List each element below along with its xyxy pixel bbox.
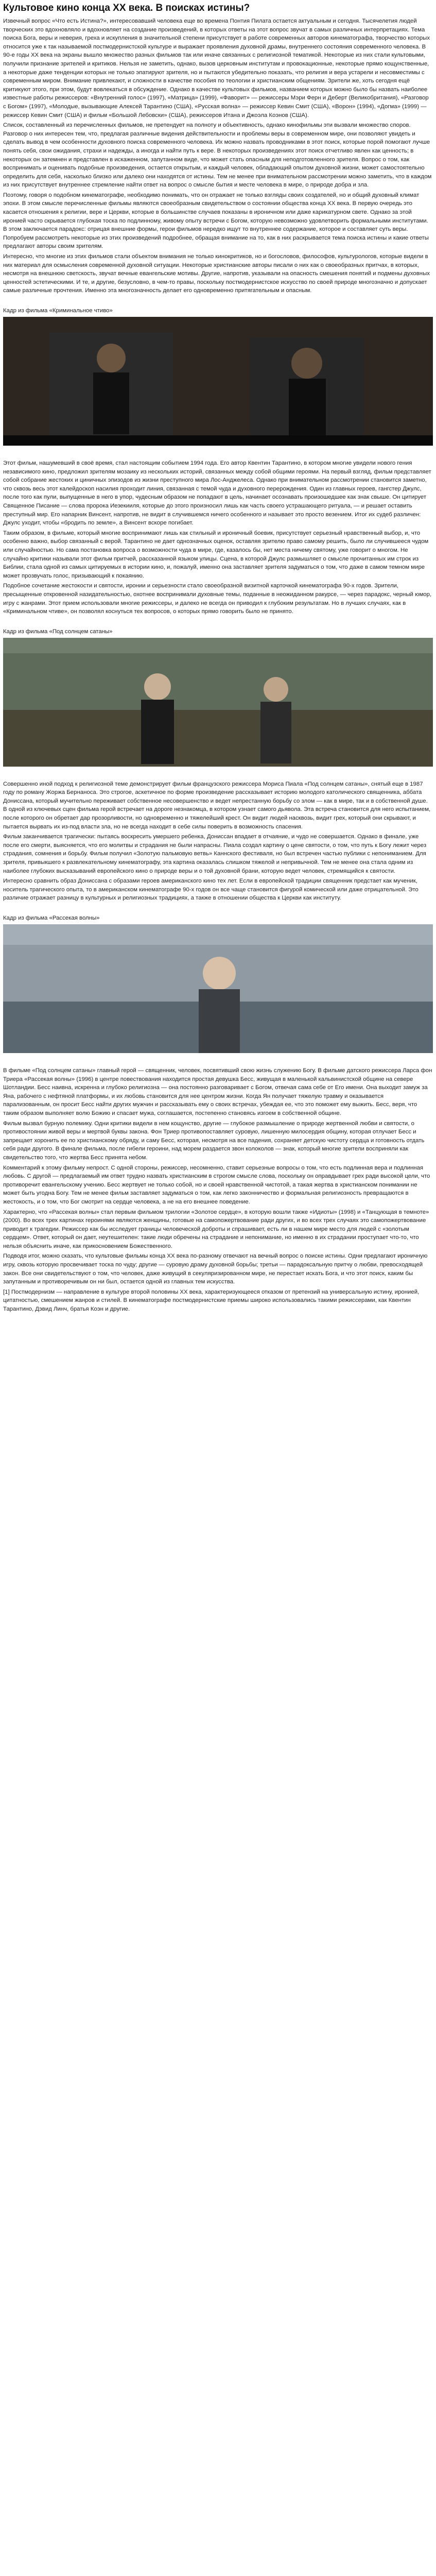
article-title: Культовое кино конца XX века. В поисках истины? (3, 3, 250, 13)
paragraph: Интересно, что многие из этих фильмов стали объектом внимания не только кинокритиков, но и богословов, философов, культурологов, которые видели в них материал для осмысления современной духовной ситуации. Некоторые христианские авторы писали о них как о своеобразных притчах, в которых, несмотря на внешнюю светскость, звучат вечные евангельские мотивы. Другие, напротив, указывали на опасность смешения понятий и подмены духовных ценностей эстетическими. И те, и другие, безусловно, в чем-то правы, поскольку постмодернистское искусство по своей природе многозначно и допускает самые различные прочтения. Именно эта многозначность делает его одновременно притягательным и опасным. (3, 253, 430, 294)
paragraph: Подводя итог, можно сказать, что культовые фильмы конца XX века по-разному отвечают на вечный вопрос о поиске истины. Одни предлагают ироничную игру, сквозь которую просвечивает тоска по чуду; другие — суровую драму духовной борьбы; третьи — парадоксальную притчу о любви, превосходящей закон. Все они свидетельствуют о том, что человек, даже живущий в секуляризированном мире, не перестает искать Бога, и что этот поиск, каким бы запутанным и противоречивым он ни был, остается одной из главных тем искусства. (3, 1253, 428, 1285)
paragraph: В фильме «Под солнцем сатаны» главный герой — священник, человек, посвятивший свою жизнь служению Богу. В фильме датского режиссера Ларса фон Триера «Рассекая волны» (1996) в центре повествования находится простая девушка Бесс, живущая в маленькой кальвинистской общине на севере Шотландии. Бесс наивна, искренна и глубоко религиозна — она постоянно разговаривает с Богом, отвечая сама себе от Его имени. Она выходит замуж за Яна, рабочего с нефтяной платформы, и их любовь становится для нее центром жизни. Когда Ян получает тяжелую травму и оказывается парализованным, он просит Бесс найти других мужчин и рассказывать ему о своих встречах, убеждая ее, что это поможет ему выжить. Бесс, веря, что таким образом выполняет волю Божию и спасает мужа, соглашается, постепенно становясь изгоем в собственной общине. (3, 1067, 432, 1116)
film-still-1 (3, 317, 433, 446)
section (3, 780, 433, 903)
paragraph: Список, составленный из перечисленных фильмов, не претендует на полноту и объективность, однако кинофильмы эти вызвали множество споров. Разговор о них интересен тем, что, предлагая различные видения действительности и проблемы веры в современном мире, они позволяют увидеть и сделать вывод в чем особенности духовного поиска современного человека. Их можно назвать проводниками в этот поиск, которые порой помогают лучше понять себя, свои ожидания, страхи и надежды, а иногда и найти путь к вере. В некоторых произведениях этот поиск отчетливо явлен как ценность; в некоторых он затемнен и представлен в искаженном, запутанном виде, что может стать опасным для неподготовленного зрителя. Вопрос о том, как воспринимать и оценивать подобные произведения, остается открытым, и каждый человек, обладающий опытом духовной жизни, может самостоятельно определить для себя, насколько близко или далеко они находятся от истины. Тем не менее при внимательном рассмотрении можно заметить, что в каждом из них присутствует внутреннее стремление найти ответ на вопрос о смысле бытия и месте человека в мире, о природе добра и зла. (3, 122, 432, 189)
intro-section (3, 191, 433, 295)
paragraph: Характерно, что «Рассекая волны» стал первым фильмом трилогии «Золотое сердце», в которую вошли также «Идиоты» (1998) и «Танцующая в темноте» (2000). Во всех трех картинах героинями являются женщины, готовые на самопожертвование ради других, и во всех трех случаях это самопожертвование приводит к трагедии. Режиссер как бы исследует границы человеческой доброты и спрашивает, есть ли в нашем мире место для людей с «золотым сердцем». Ответ, который он дает, неутешителен: такие люди обречены на страдание и непонимание, но именно в их страдании проступает что-то, что нельзя объяснить иначе, как прикосновением Божественного. (3, 1209, 429, 1249)
paragraph: Этот фильм, нашумевший в своё время, стал настоящим событием 1994 года. Его автор Квентин Тарантино, в котором многие увидели нового гения независимого кино, предложил зрителям мозаику из нескольких историй, связанных между собой общими героями. На первый взгляд, фильм представляет собой собрание жестоких и циничных эпизодов из жизни преступного мира Лос-Анджелеса. Однако при внимательном рассмотрении становится заметно, что сквозь весь этот калейдоскоп насилия проходит линия, связанная с темой чуда и духовного перерождения. Один из главных героев, гангстер Джулс, после того как пули, выпущенные в него в упор, чудесным образом не попадают в цель, начинает осознавать произошедшее как знак свыше. Он цитирует Священное Писание — слова пророка Иезекииля, которые до этого произносил лишь как часть своего устрашающего ритуала, — и решает оставить преступный мир. Его напарник Винсент, напротив, не видит в случившемся ничего особенного и называет это просто везением. Итог их судеб различен: Джулс уходит, чтобы «бродить по земле», а Винсент вскоре погибает. (3, 460, 431, 527)
paragraph: Поэтому, говоря о подобном кинематографе, необходимо понимать, что он отражает не только взгляды своих создателей, но и общий духовный климат эпохи. В этом смысле перечисленные фильмы являются своеобразным свидетельством о состоянии общества конца XX века. В первую очередь это касается отношения к религии, вере и Церкви, которые в большинстве случаев показаны в ироничном или даже карикатурном свете. Однако за этой иронией часто скрывается глубокая тоска по подлинному, живому опыту встречи с Богом, которую невозможно удовлетворить формальными институтами. В этом заключается парадокс: отрицая внешние формы, герои фильмов нередко ищут то внутреннее содержание, которое и составляет суть веры. Попробуем рассмотреть некоторые из этих произведений подробнее, обращая внимание на то, как в них раскрывается тема поиска истины и какие ответы предлагают авторы своим зрителям. (3, 192, 429, 250)
section (3, 1066, 433, 1314)
intro-section (3, 17, 433, 120)
film-still-3 (3, 924, 433, 1053)
figure-caption: Кадр из фильма «Под солнцем сатаны» (3, 628, 113, 635)
section (3, 459, 433, 616)
film-still-image (3, 317, 433, 446)
film-still-2 (3, 638, 433, 767)
paragraph: Подобное сочетание жестокости и святости, иронии и серьезности стало своеобразной визитной карточкой кинематографа 90-х годов. Зрители, пресыщенные откровенной назидательностью, охотнее воспринимали духовные темы, поданные в неожиданном ракурсе, — через парадокс, черный юмор, игру с жанрами. Этот прием использовали многие режиссеры, и далеко не всегда он приводил к глубоким результатам. Но в лучших случаях, как в «Криминальном чтиве», он позволял коснуться тех вопросов, о которых прямо говорить было не принято. (3, 583, 432, 615)
figure-caption: Кадр из фильма «Рассекая волны» (3, 915, 100, 921)
paragraph: Таким образом, в фильме, который многие воспринимают лишь как стильный и ироничный боевик, присутствует серьезный нравственный выбор, и, что особенно важно, выбор связанный с верой. Тарантино не дает однозначных оценок, оставляя зрителю право самому решить, было ли случившееся чудом или случайностью. Но сама постановка вопроса о возможности чуда в мире, где, казалось бы, нет места ничему святому, уже говорит о многом. Не случайно критики называли этот фильм притчей, рассказанной языком улицы. Сцена, в которой Джулс размышляет о смысле прочитанных им строк из Библии, стала одной из самых цитируемых в истории кино, и, пожалуй, именно она заставляет зрителя задуматься о том, что даже в самом темном мире может прозвучать голос, призывающий к покаянию. (3, 530, 429, 579)
paragraph: Фильм вызвал бурную полемику. Одни критики видели в нем кощунство, другие — глубокое размышление о природе жертвенной любви и святости, о противостоянии живой веры и мертвой буквы закона. Фон Триер противопоставляет суровую, лишенную милосердия общину, которая отлучает Бесс и запрещает хоронить ее по христианскому обряду, и саму Бесс, которая, несмотря на все падения, сохраняет детскую чистоту сердца и готовность отдать себя ради другого. В финале фильма, после гибели героини, над морем раздается звон колоколов — знак, который многие зрители восприняли как свидетельство того, что жертва Бесс принята небом. (3, 1120, 425, 1161)
figure-caption: Кадр из фильма «Криминальное чтиво» (3, 308, 113, 314)
paragraph: Фильм заканчивается трагически: пытаясь воскресить умершего ребенка, Дониссан впадает в отчаяние, и чудо не совершается. Однако в финале, уже после его смерти, выясняется, что его молитвы и страдания не были напрасны. Пиала создал картину о цене святости, о том, что путь к Богу лежит через страдания, сомнения и борьбу. Фильм получил «Золотую пальмовую ветвь» Каннского фестиваля, но был встречен частью публики с непониманием. Для зрителя, привыкшего к развлекательному кинематографу, эта картина оказалась слишком тяжелой и непривычной. Тем не менее она стала одним из наиболее глубоких высказываний европейского кино о природе веры и о той духовной брани, которую ведет человек, стремящийся к святости. (3, 834, 427, 874)
footnote: [1] Постмодернизм — направление в культуре второй половины XX века, характеризующееся отказом от претензий на универсальную истину, иронией, цитатностью, смешением жанров и стилей. В кинематографе постмодернистские приемы широко использовались такими режиссерами, как Квентин Тарантино, Дэвид Линч, братья Коэн и другие. (3, 1289, 420, 1313)
paragraph: Комментарий к этому фильму непрост. С одной стороны, режиссер, несомненно, ставит серьезные вопросы о том, что есть подлинная вера и подлинная любовь. С другой — предлагаемый им ответ трудно назвать христианским в строгом смысле слова, поскольку он оправдывает грех ради высокой цели, что противоречит евангельскому учению. Бесс жертвует не только собой, но и своей нравственной чистотой, а такая жертва в христианском понимании не может быть угодна Богу. Тем не менее фильм заставляет задуматься о том, как легко законничество и формальная религиозность превращаются в жестокость, и о том, что Бог смотрит на сердце человека, а не на его внешнее поведение. (3, 1164, 430, 1205)
paragraph: Интересно сравнить образ Дониссана с образами героев американского кино тех лет. Если в европейской традиции священник предстает как мученик, носитель трагического опыта, то в американском кинематографе 90-х годов он все чаще становится фигурой комической или даже отрицательной. Это различие отражает разницу в культурных и религиозных традициях, а также в отношении общества к Церкви как институту. (3, 878, 418, 902)
paragraph: Извечный вопрос «Что есть Истина?», интересовавший человека еще во времена Понтия Пилата остается актуальным и сегодня. Тысячелетия людей творческих это вдохновляло и вдохновляет на создание произведений, в которых ответы на этот вопрос звучат в самых различных интерпретациях. Тема поиска Бога, веры и неверия, греха и искупления в значительной степени присутствует в работе современных авторов кинематографа, творчество которых относится уже к так называемой постмодернистской культуре и выражает проявления духовной драмы, внутреннего состояния современного человека. В 90-е годы XX века на экраны вышло множество разных фильмов так или иначе связанных с религиозной тематикой. Некоторые из них стали культовыми, получили признание зрителей и критиков. Нельзя не заметить, однако, вызов церковным институтам и провокационные, некоторые прямо кощунственные, а некоторые даже тенденции которых не только эпатируют зрителя, но и пытаются убедительно показать, что религия и вера устарели и несовместимы с современным миром. Внимание привлекают, и сложности в качестве пособия по теологии и христианским общениям. Зрители же, хоть сегодня ещё критикуют этого, при этом, будут вовлекаться в обсуждение. Однако в качестве культовых фильмов, названием которых можно было бы назвать наиболее известные работы режиссеров: «Внутренний голос» (1997), «Матрица» (1999), «Фаворит» — режиссеры Мэри Ферн и Деберт (Великобритания), «Разговор с Богом» (1997), «Молодые, вызывающие Алексей Тарантино (США), «Русская волна» — режиссер Кевин Смит (США), «Ворон» (1994), «Догма» (1999) — режиссер Кевин Смит (США) и фильм «Большой Лебовски» (США), режиссеров Итана и Джоэла Коэнов (США). (3, 18, 430, 118)
film-still-image (3, 924, 433, 1053)
paragraph: Совершенно иной подход к религиозной теме демонстрирует фильм французского режиссера Мориса Пиала «Под солнцем сатаны», снятый еще в 1987 году по роману Жоржа Бернаноса. Это строгое, аскетичное по форме произведение рассказывает историю молодого католического священника, аббата Дониссана, который мучительно переживает собственное несовершенство и ведет непрестанную борьбу со злом — как в мире, так и в собственной душе. В одной из ключевых сцен фильма герой встречает на дороге незнакомца, в котором узнает самого дьявола. Эта встреча становится для него испытанием, после которого он обретает дар прозорливости, но одновременно и тяжелейший крест. Он видит людей насквозь, видит грех, который они скрывают, и пытается вырвать их из-под власти зла, но не всегда находит в себе силы поверить в возможность спасения. (3, 781, 431, 830)
intro-section (3, 121, 433, 190)
film-still-image (3, 638, 433, 767)
